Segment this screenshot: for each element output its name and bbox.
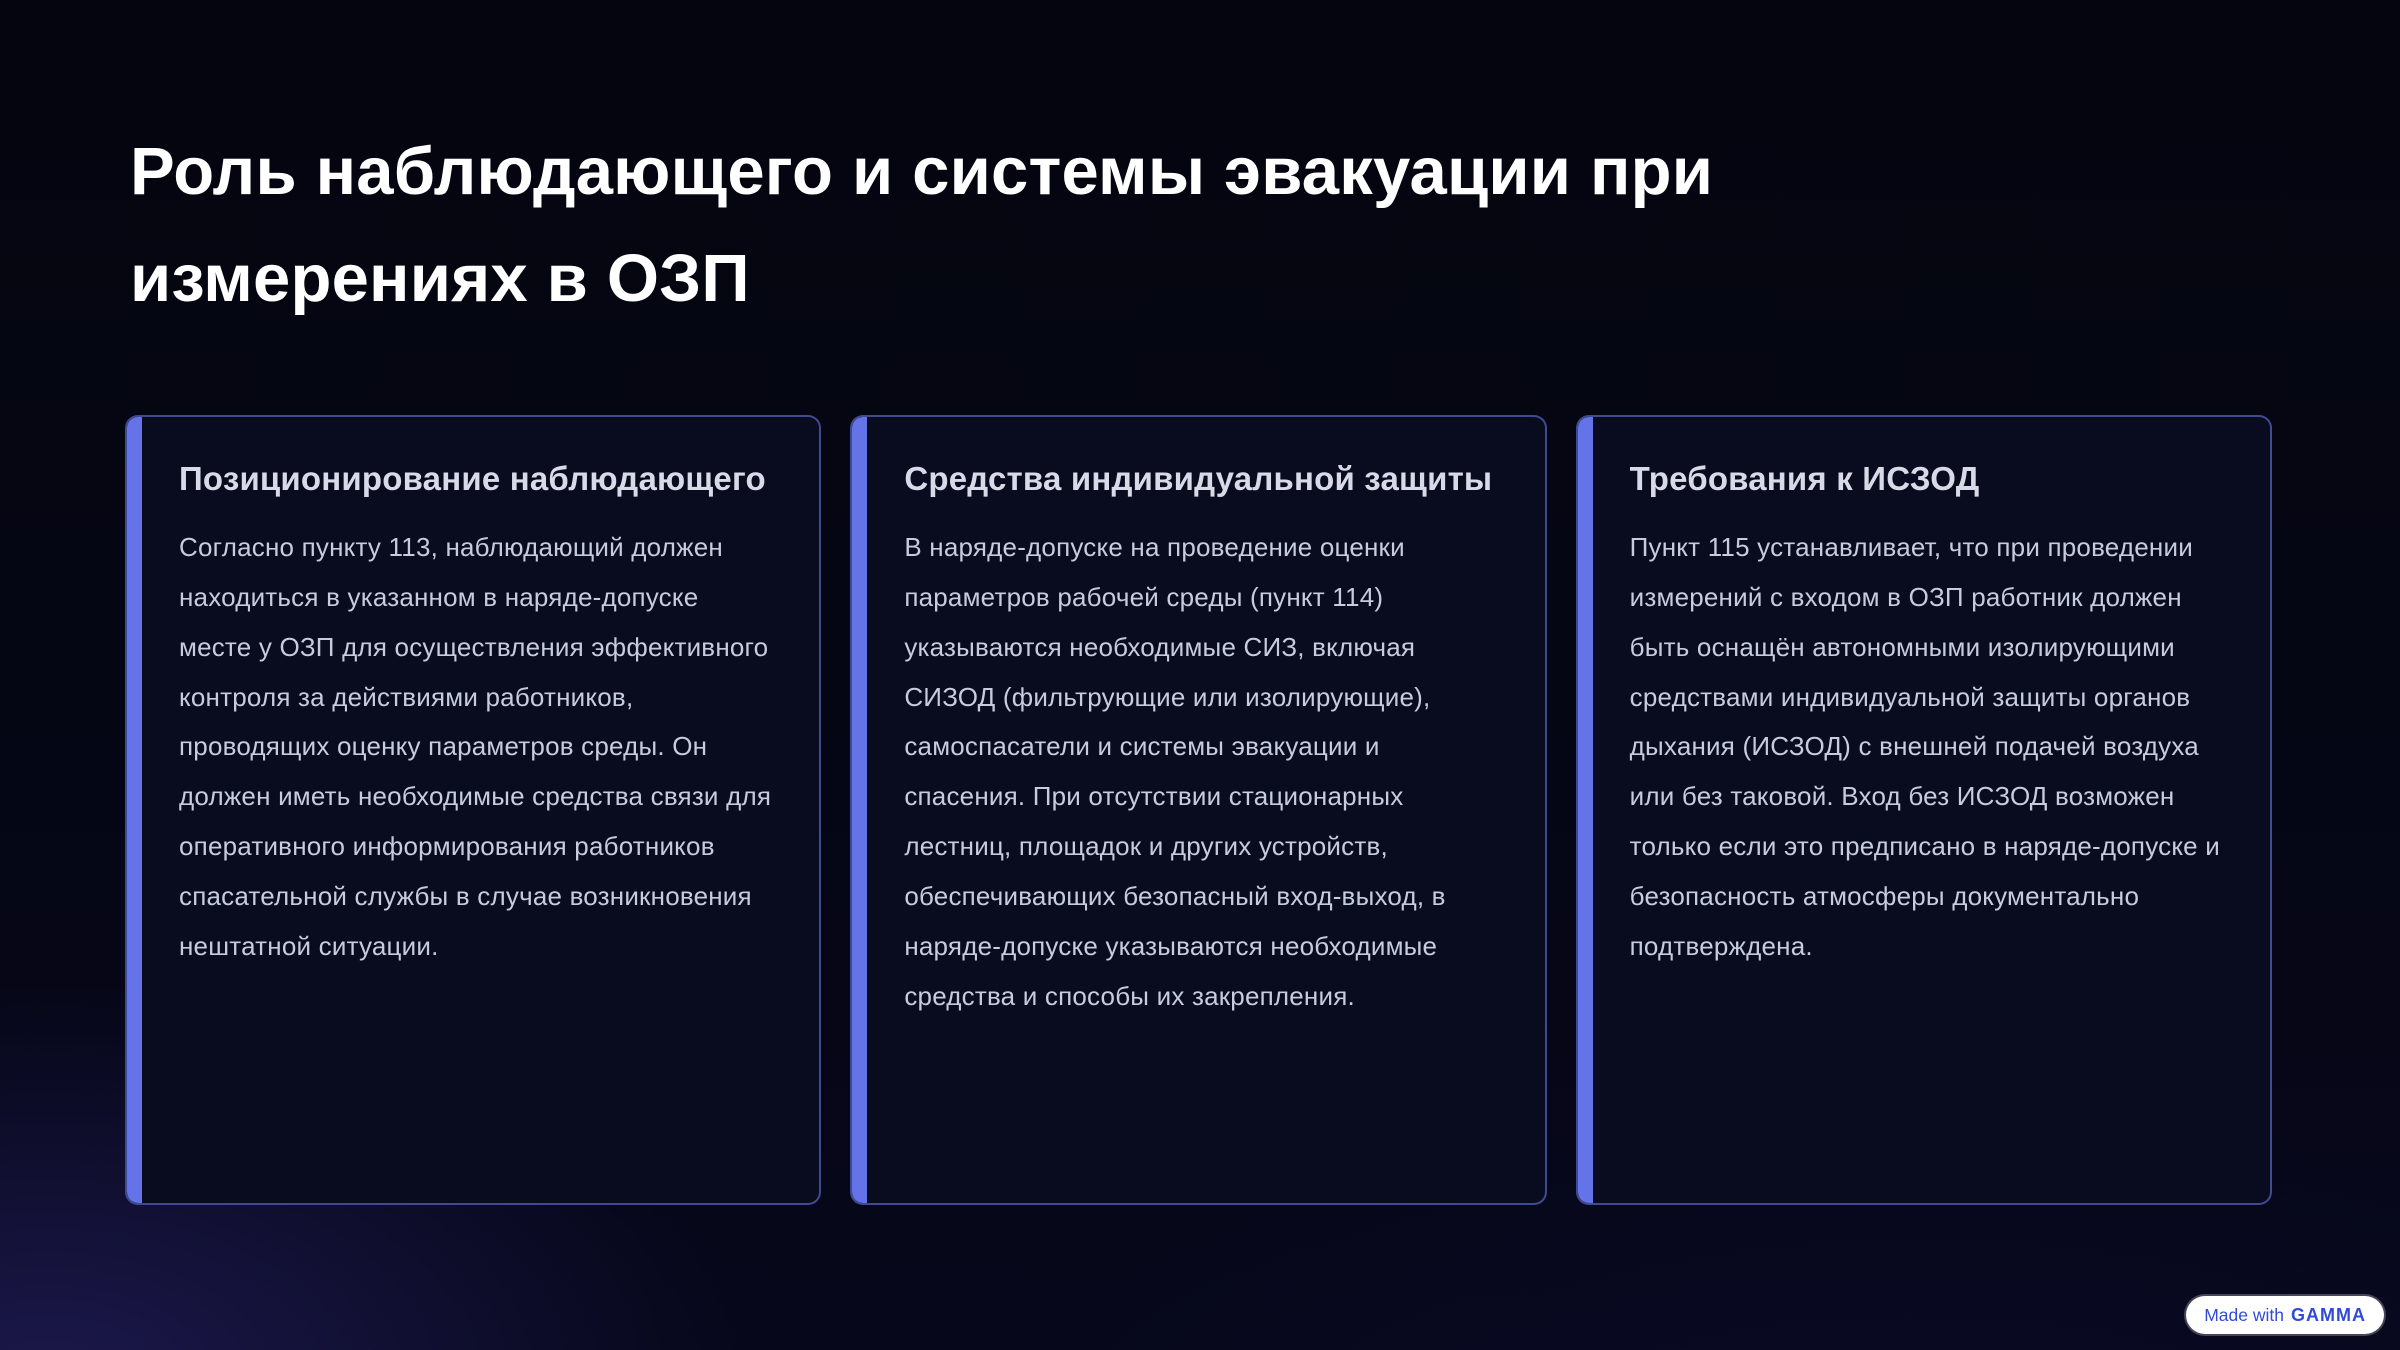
card-body: Пункт 115 устанавливает, что при проведении измерений с входом в ОЗП работник должен быть оснащён автономными изолирующими средствами индивидуальной защиты органов дыхания (ИСЗОД) с внешней подачей воздуха или без таковой. Вход без ИСЗОД возможен только если это предписано в наряде-допуске и безопасность атмосферы документально подтверждена. — [1629, 531, 2220, 962]
badge-prefix-label: Made with — [2204, 1304, 2284, 1325]
made-with-gamma-badge[interactable] — [2186, 1296, 2384, 1334]
card-heading: Позиционирование наблюдающего — [179, 460, 766, 497]
page-title — [130, 118, 2030, 332]
card-iszod-requirements — [1576, 415, 2272, 1205]
card-heading: Средства индивидуальной защиты — [904, 460, 1493, 497]
card-accent-bar — [852, 417, 867, 1203]
card-body: В наряде-допуске на проведение оценки параметров рабочей среды (пункт 114) указываются необходимые СИЗ, включая СИЗОД (фильтрующие или изолирующие), самоспасатели и системы эвакуации и спасения. При отсутствии стационарных лестниц, площадок и других устройств, обеспечивающих безопасный вход-выход, в наряде-допуске указываются необходимые средства и способы их закрепления. — [904, 531, 1446, 1011]
card-personal-protective-equipment — [850, 415, 1546, 1205]
cards-row — [125, 415, 2272, 1205]
card-heading: Требования к ИСЗОД — [1629, 460, 1980, 497]
card-body: Согласно пункту 113, наблюдающий должен находиться в указанном в наряде-допуске месте у ОЗП для осуществления эффективного контроля за действиями работников, проводящих оценку параметров среды. Он должен иметь необходимые средства связи для оперативного информирования работников спасательной службы в случае возникновения нештатной ситуации. — [179, 531, 772, 962]
card-accent-bar — [127, 417, 142, 1203]
page-title-line-2: измерениях в ОЗП — [130, 241, 750, 317]
page-title-line-1: Роль наблюдающего и системы эвакуации при — [130, 134, 1714, 209]
card-observer-positioning — [125, 415, 821, 1205]
gamma-logo-wordmark: GAMMA — [2291, 1304, 2366, 1325]
card-accent-bar — [1578, 417, 1593, 1203]
